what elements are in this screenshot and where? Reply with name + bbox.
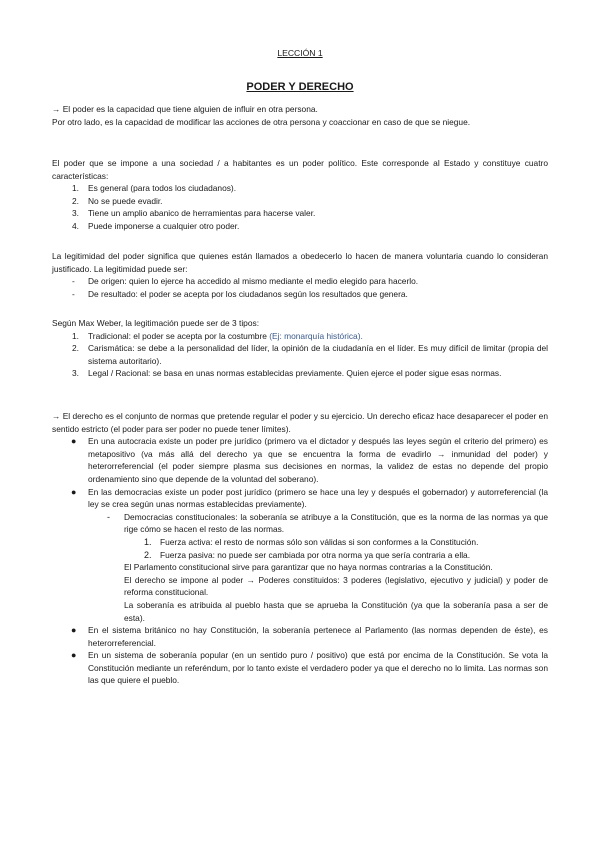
constituted-powers-text: El derecho se impone al poder → Poderes constituidos: 3 poderes (legislativo, ejecutivo y judicial) y poder de reforma constitucional. bbox=[124, 574, 548, 598]
legitimacy-list bbox=[52, 275, 548, 300]
political-power-text: El poder que se impone a una sociedad / a habitantes es un poder político. Este corresponde al Estado y constituye cuatro características: bbox=[52, 158, 548, 181]
legitimacy-section bbox=[52, 250, 548, 300]
law-text: → El derecho es el conjunto de normas que pretende regular el poder y su ejercicio. Un derecho eficaz hace desaparecer el poder en sentido estricto (el poder para ser poder no puede tener límites). bbox=[52, 411, 548, 434]
characteristics-list bbox=[52, 182, 548, 232]
list-item: - De origen: quien lo ejerce ha accedido al mismo mediante el medio elegido para hacerlo. bbox=[72, 276, 419, 287]
law-list bbox=[52, 435, 548, 687]
power-definition: → El poder es la capacidad que tiene alguien de influir en otra persona. bbox=[52, 104, 318, 114]
parliament-text: El Parlamento constitucional sirve para garantizar que no haya normas contrarias a la Constitución. bbox=[124, 562, 493, 573]
list-item: 4. Puede imponerse a cualquier otro poder. bbox=[72, 220, 240, 231]
weber-text: Según Max Weber, la legitimación puede ser de 3 tipos: bbox=[52, 318, 260, 328]
power-definition-2: Por otro lado, es la capacidad de modificar las acciones de otra persona y coaccionar en caso de que se niegue. bbox=[52, 116, 471, 127]
list-item: 3. Tiene un amplio abanico de herramientas para hacerse valer. bbox=[72, 208, 316, 219]
list-item: - De resultado: el poder se acepta por los ciudadanos según los resultados que genera. bbox=[72, 288, 408, 299]
sovereignty-text: La soberanía es atribuida al pueblo hasta que se aprueba la Constitución (ya que la soberanía pasa a ser de esta). bbox=[124, 599, 548, 623]
democracy-sublist bbox=[52, 511, 548, 624]
list-item: 2. Fuerza pasiva: no puede ser cambiada por otra norma ya que sería contraria a ella. bbox=[144, 549, 471, 560]
page-title: PODER Y DERECHO bbox=[246, 81, 354, 93]
list-item: 2. Carismática: se debe a la personalidad del líder, la opinión de la ciudadanía en el líder. Es muy difícil de limitar (propia del sistema autoritario). bbox=[72, 343, 548, 366]
intro-section bbox=[52, 103, 548, 128]
list-item: 1. Fuerza activa: el resto de normas sólo son válidas si son conformes a la Constitución. bbox=[144, 536, 479, 547]
lesson-heading: LECCIÓN 1 bbox=[277, 48, 323, 58]
legitimacy-text: La legitimidad del poder significa que quienes están llamados a obedecerlo lo hacen de manera voluntaria cuando lo consideran justificado. La legitimidad puede ser: bbox=[52, 251, 548, 274]
list-item: 3. Legal / Racional: se basa en unas normas establecidas previamente. Quien ejerce el poder sigue esas normas. bbox=[72, 368, 502, 379]
list-item: ● En el sistema británico no hay Constitución, la soberanía pertenece al Parlamento (las normas dependen de éste), es heterorreferencial. bbox=[71, 625, 548, 648]
political-power-section bbox=[52, 157, 548, 233]
list-item: ● En las democracias existe un poder post jurídico (primero se hace una ley y después el gobernador) y autorreferencial (la ley se crea según unas normas establecidas previamente). - Democracias constitucionales: la soberanía se atribuye a la Constitución, que es la norma de las normas ya que rige cómo se hacen el resto de las normas. 1. Fuerza activa: el resto de normas sólo son válidas si son conformes a la Constitución. 2. Fuerza pasiva: no puede ser cambiada por otra norma ya que sería contraria a ella. El Parlamento constitucional sirve para garantizar que no haya normas contrarias a la Constitución. El derecho se impone al poder → Poderes constituidos: 3 poderes (legislativo, ejecutivo y judicial) y poder de reforma constitucional. La soberanía es atribuida al pueblo hasta que se aprueba la Constitución (ya que la soberanía pasa a ser de esta). bbox=[52, 486, 548, 625]
example-note: (Ej: monarquía histórica). bbox=[269, 330, 363, 341]
law-section bbox=[52, 410, 548, 687]
weber-section bbox=[52, 317, 548, 380]
weber-list bbox=[52, 330, 548, 380]
list-item: 1. Tradicional: el poder se acepta por la costumbre (Ej: monarquía histórica). bbox=[72, 330, 363, 341]
list-item: 1. Es general (para todos los ciudadanos). bbox=[72, 183, 237, 194]
list-item: 2. No se puede evadir. bbox=[72, 195, 163, 206]
list-item: ● En una autocracia existe un poder pre jurídico (primero va el dictador y después las leyes según el criterio del primero) es metapositivo (va más allá del derecho ya que se encuentra la forma de evadirlo → inmunidad del poder) y heterorreferencial (el poder siempre plasma sus decisiones en normas, la validez de estas no depende del propio ordenamiento sino que depende de la voluntad del soberano). bbox=[71, 436, 548, 484]
list-item: ● En un sistema de soberanía popular (en un sentido puro / positivo) que está por encima de la Constitución. Se vota la Constitución mediante un referéndum, por lo tanto existe el verdadero poder ya que el derecho no lo limita. Las normas son las que quiere el pueblo. bbox=[71, 650, 548, 686]
list-item: - Democracias constitucionales: la soberanía se atribuye a la Constitución, que es la norma de las normas ya que rige cómo se hacen el resto de las normas. bbox=[107, 511, 548, 535]
